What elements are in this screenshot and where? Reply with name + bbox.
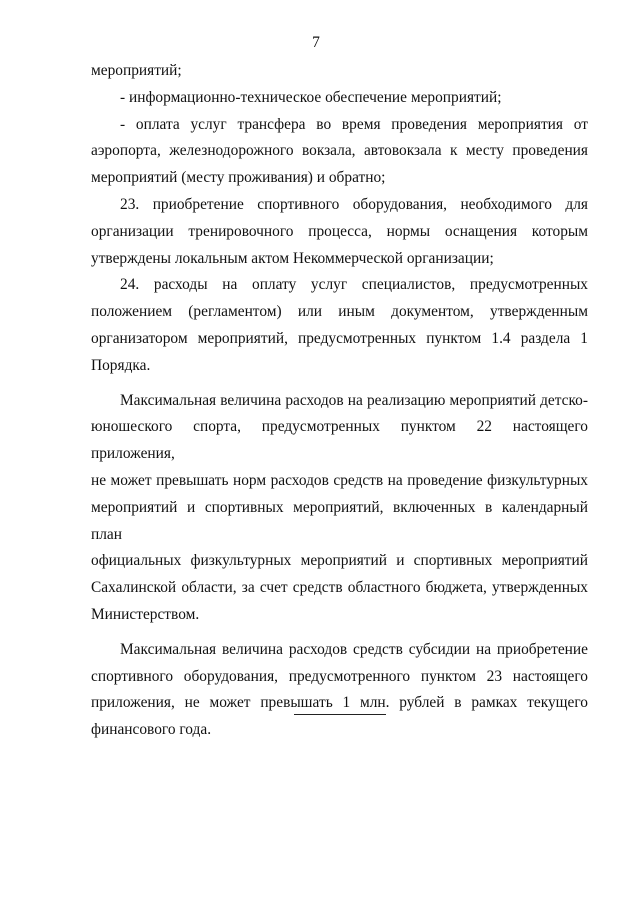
clause-24: 24. расходы на оплату услуг специалистов, предусмотренных: [120, 276, 588, 294]
document-body: [91, 58, 588, 744]
list-item-info-support: - информационно-техническое обеспечение мероприятий;: [120, 88, 502, 106]
text-line: мероприятий (месту проживания) и обратно;: [91, 169, 386, 187]
text-line: мероприятий и спортивных мероприятий, включенных в календарный план: [91, 498, 588, 543]
text-line: организации тренировочного процесса, нормы оснащения которым: [91, 222, 588, 240]
text-line: приложения, не может превышать 1 млн. рублей в рамках текущего: [91, 694, 588, 712]
text-line: спортивного оборудования, предусмотренного пунктом 23 настоящего: [91, 667, 588, 685]
text-line: мероприятий;: [91, 62, 182, 79]
text-line: юношеского спорта, предусмотренных пунктом 22 настоящего приложения,: [91, 418, 588, 463]
end-separator-line: [294, 714, 386, 715]
text-line: аэропорта, железнодорожного вокзала, автовокзала к месту проведения: [91, 142, 588, 160]
text-line: не может превышать норм расходов средств на проведение физкультурных: [91, 471, 588, 489]
paragraph-max-expenses: Максимальная величина расходов на реализацию мероприятий детско-: [120, 391, 588, 409]
text-line: Министерством.: [91, 605, 200, 623]
text-line: организатором мероприятий, предусмотренных пунктом 1.4 раздела 1: [91, 329, 588, 347]
text-line: официальных физкультурных мероприятий и спортивных мероприятий: [91, 552, 588, 570]
text-line: Порядка.: [91, 356, 151, 374]
clause-23: 23. приобретение спортивного оборудования, необходимого для: [120, 195, 588, 213]
paragraph-max-subsidy: Максимальная величина расходов средств субсидии на приобретение: [120, 640, 588, 658]
text-line: положением (регламентом) или иным документом, утвержденным: [91, 303, 588, 321]
text-line: финансового года.: [91, 721, 212, 739]
page-number: 7: [312, 34, 320, 51]
list-item-transfer: - оплата услуг трансфера во время проведения мероприятия от: [120, 115, 588, 133]
text-line: Сахалинской области, за счет средств областного бюджета, утвержденных: [91, 579, 588, 597]
text-line: утверждены локальным актом Некоммерческой организации;: [91, 249, 494, 267]
